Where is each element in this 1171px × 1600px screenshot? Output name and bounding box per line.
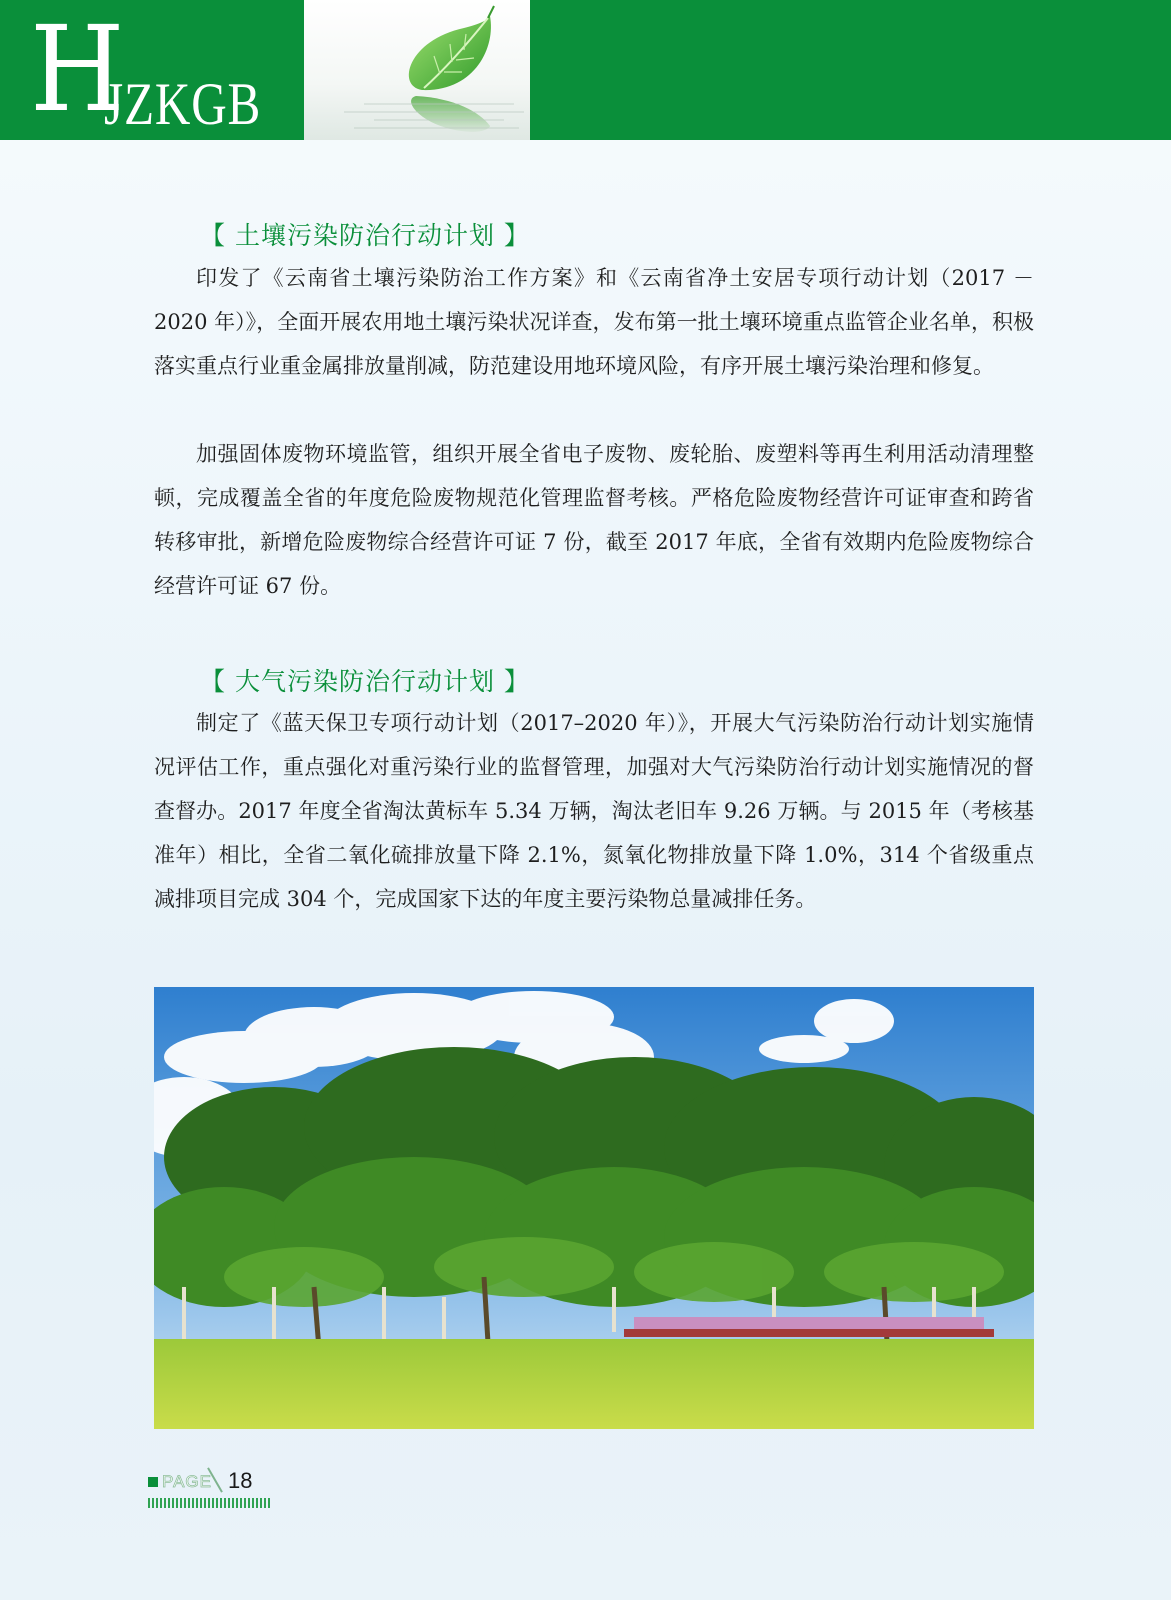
paragraph: 加强固体废物环境监管，组织开展全省电子废物、废轮胎、废塑料等再生利用活动清理整顿，完成覆盖全省的年度危险废物规范化管理监督考核。严格危险废物经营许可证审查和跨省转移审批，新增危险废物综合经营许可证 7 份，截至 2017 年底，全省有效期内危险废物综合经营许可证 67 份。	[154, 442, 1034, 598]
park-trees-photo	[154, 987, 1034, 1429]
page-header	[0, 0, 1171, 140]
leaf-image	[304, 0, 530, 140]
leaf-icon	[304, 0, 530, 140]
paragraph: 印发了《云南省土壤污染防治工作方案》和《云南省净土安居专项行动计划（2017 － 2020 年）》，全面开展农用地土壤污染状况详查，发布第一批土壤环境重点监管企业名单，积极落实重点行业重金属排放量削减，防范建设用地环境风险，有序开展土壤污染治理和修复。	[154, 266, 1034, 378]
page-label: PAGE	[162, 1472, 212, 1491]
magazine-logo	[0, 0, 304, 140]
barcode-stripes	[148, 1498, 270, 1508]
page-number: 18	[228, 1468, 253, 1493]
section-title-soil: 【 土壤污染防治行动计划 】	[200, 221, 530, 250]
logo-initial: H	[30, 0, 125, 138]
page-marker-icon	[148, 1477, 158, 1487]
logo-text: JZKGB	[104, 71, 262, 137]
paragraph: 制定了《蓝天保卫专项行动计划（2017–2020 年）》，开展大气污染防治行动计划实施情况评估工作，重点强化对重污染行业的监督管理，加强对大气污染防治行动计划实施情况的督查督办。2017 年度全省淘汰黄标车 5.34 万辆，淘汰老旧车 9.26 万辆。与 2015 年（考核基准年）相比，全省二氧化硫排放量下降 2.1%，氮氧化物排放量下降 1.0%，314 个省级重点减排项目完成 304 个，完成国家下达的年度主要污染物总量减排任务。	[154, 711, 1034, 911]
section-title-air: 【 大气污染防治行动计划 】	[200, 667, 530, 696]
park-image	[154, 987, 1034, 1429]
